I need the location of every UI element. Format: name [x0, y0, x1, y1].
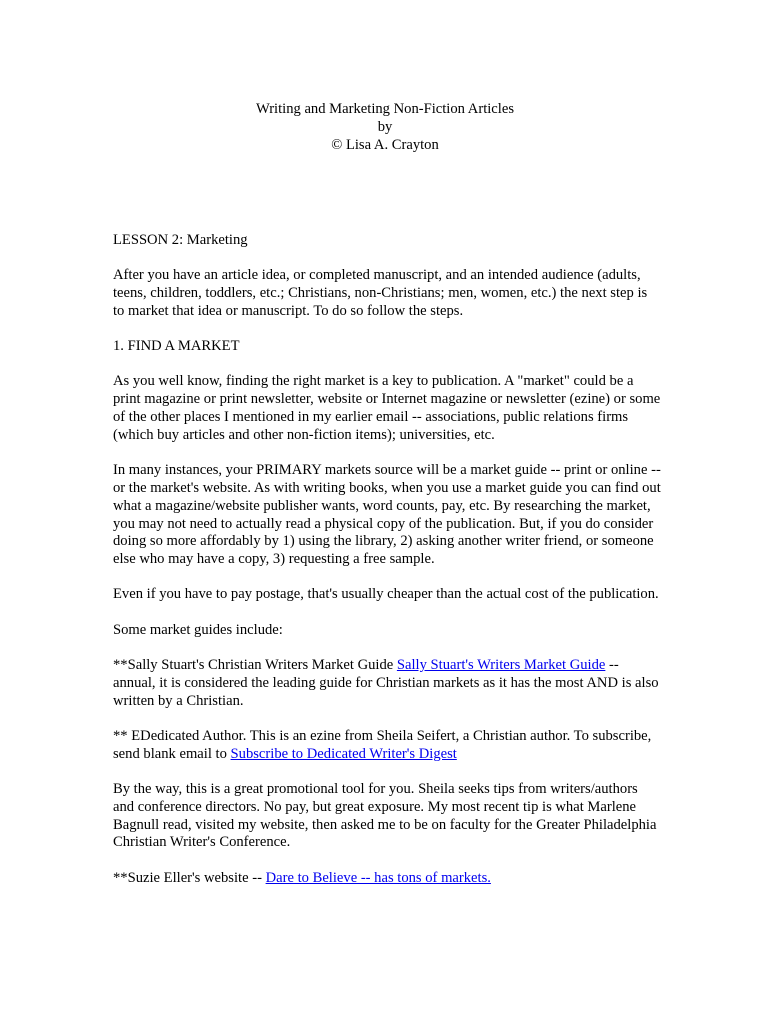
- guide-suzie-prefix: **Suzie Eller's website --: [113, 869, 266, 886]
- promotional-tool-paragraph: By the way, this is a great promotional tool for you. Sheila seeks tips from writers/authors and conference directors. No pay, but great exposure. My most recent tip is what Marlene Bagnull read, visited my website, then asked me to be on faculty for the Greater Philadelphia Christian Writer's Conference.: [113, 781, 657, 851]
- document-title-block: [0, 100, 770, 154]
- guide-sally-suffix: -- annual, it is considered the leading guide for Christian markets as it has the most AND is also written by a Christian.: [113, 657, 659, 709]
- document-author: © Lisa A. Crayton: [331, 137, 439, 153]
- subscribe-dedicated-writers-digest-link[interactable]: Subscribe to Dedicated Writer's Digest: [230, 745, 457, 762]
- step-1-heading: 1. FIND A MARKET: [113, 338, 240, 355]
- document-byline: by: [377, 119, 393, 135]
- postage-paragraph: Even if you have to pay postage, that's usually cheaper than the actual cost of the publication.: [113, 586, 659, 603]
- guide-suzie-eller: [113, 870, 661, 888]
- market-definition-paragraph: As you well know, finding the right market is a key to publication. A "market" could be a print magazine or print newsletter, website or Internet magazine or newsletter (ezine) or some of the other places I mentioned in my earlier email -- associations, public relations firms (which buy articles and other non-fiction items); universities, etc.: [113, 373, 661, 443]
- market-guides-intro: Some market guides include:: [113, 621, 283, 638]
- document-body: [113, 232, 661, 905]
- lesson-heading: LESSON 2: Marketing: [113, 232, 248, 248]
- guide-sally-stuart: [113, 657, 661, 710]
- primary-markets-paragraph: In many instances, your PRIMARY markets source will be a market guide -- print or online -- or the market's website. As with writing books, when you use a market guide you can find out what a magazine/website publisher wants, word counts, pay, etc. By researching the market, you may not need to actually read a physical copy of the publication. But, if you do consider doing so more affordably by 1) using the library, 2) asking another writer friend, or someone else who may have a copy, 3) requesting a free sample.: [113, 462, 661, 568]
- document-title: Writing and Marketing Non-Fiction Articles: [256, 101, 514, 117]
- sally-stuart-market-guide-link[interactable]: Sally Stuart's Writers Market Guide: [396, 657, 606, 674]
- guide-sally-prefix: **Sally Stuart's Christian Writers Market Guide: [113, 657, 397, 674]
- intro-paragraph: After you have an article idea, or completed manuscript, and an intended audience (adults, teens, children, toddlers, etc.; Christians, non-Christians; men, women, etc.) the next step is to market that idea or manuscript. To do so follow the steps.: [113, 267, 648, 319]
- guide-edicated-author: [113, 728, 661, 764]
- dare-to-believe-link[interactable]: Dare to Believe -- has tons of markets.: [265, 869, 491, 886]
- guide-edicated-prefix: ** EDedicated Author. This is an ezine from Sheila Seifert, a Christian author. To subscribe, send blank email to: [113, 727, 652, 762]
